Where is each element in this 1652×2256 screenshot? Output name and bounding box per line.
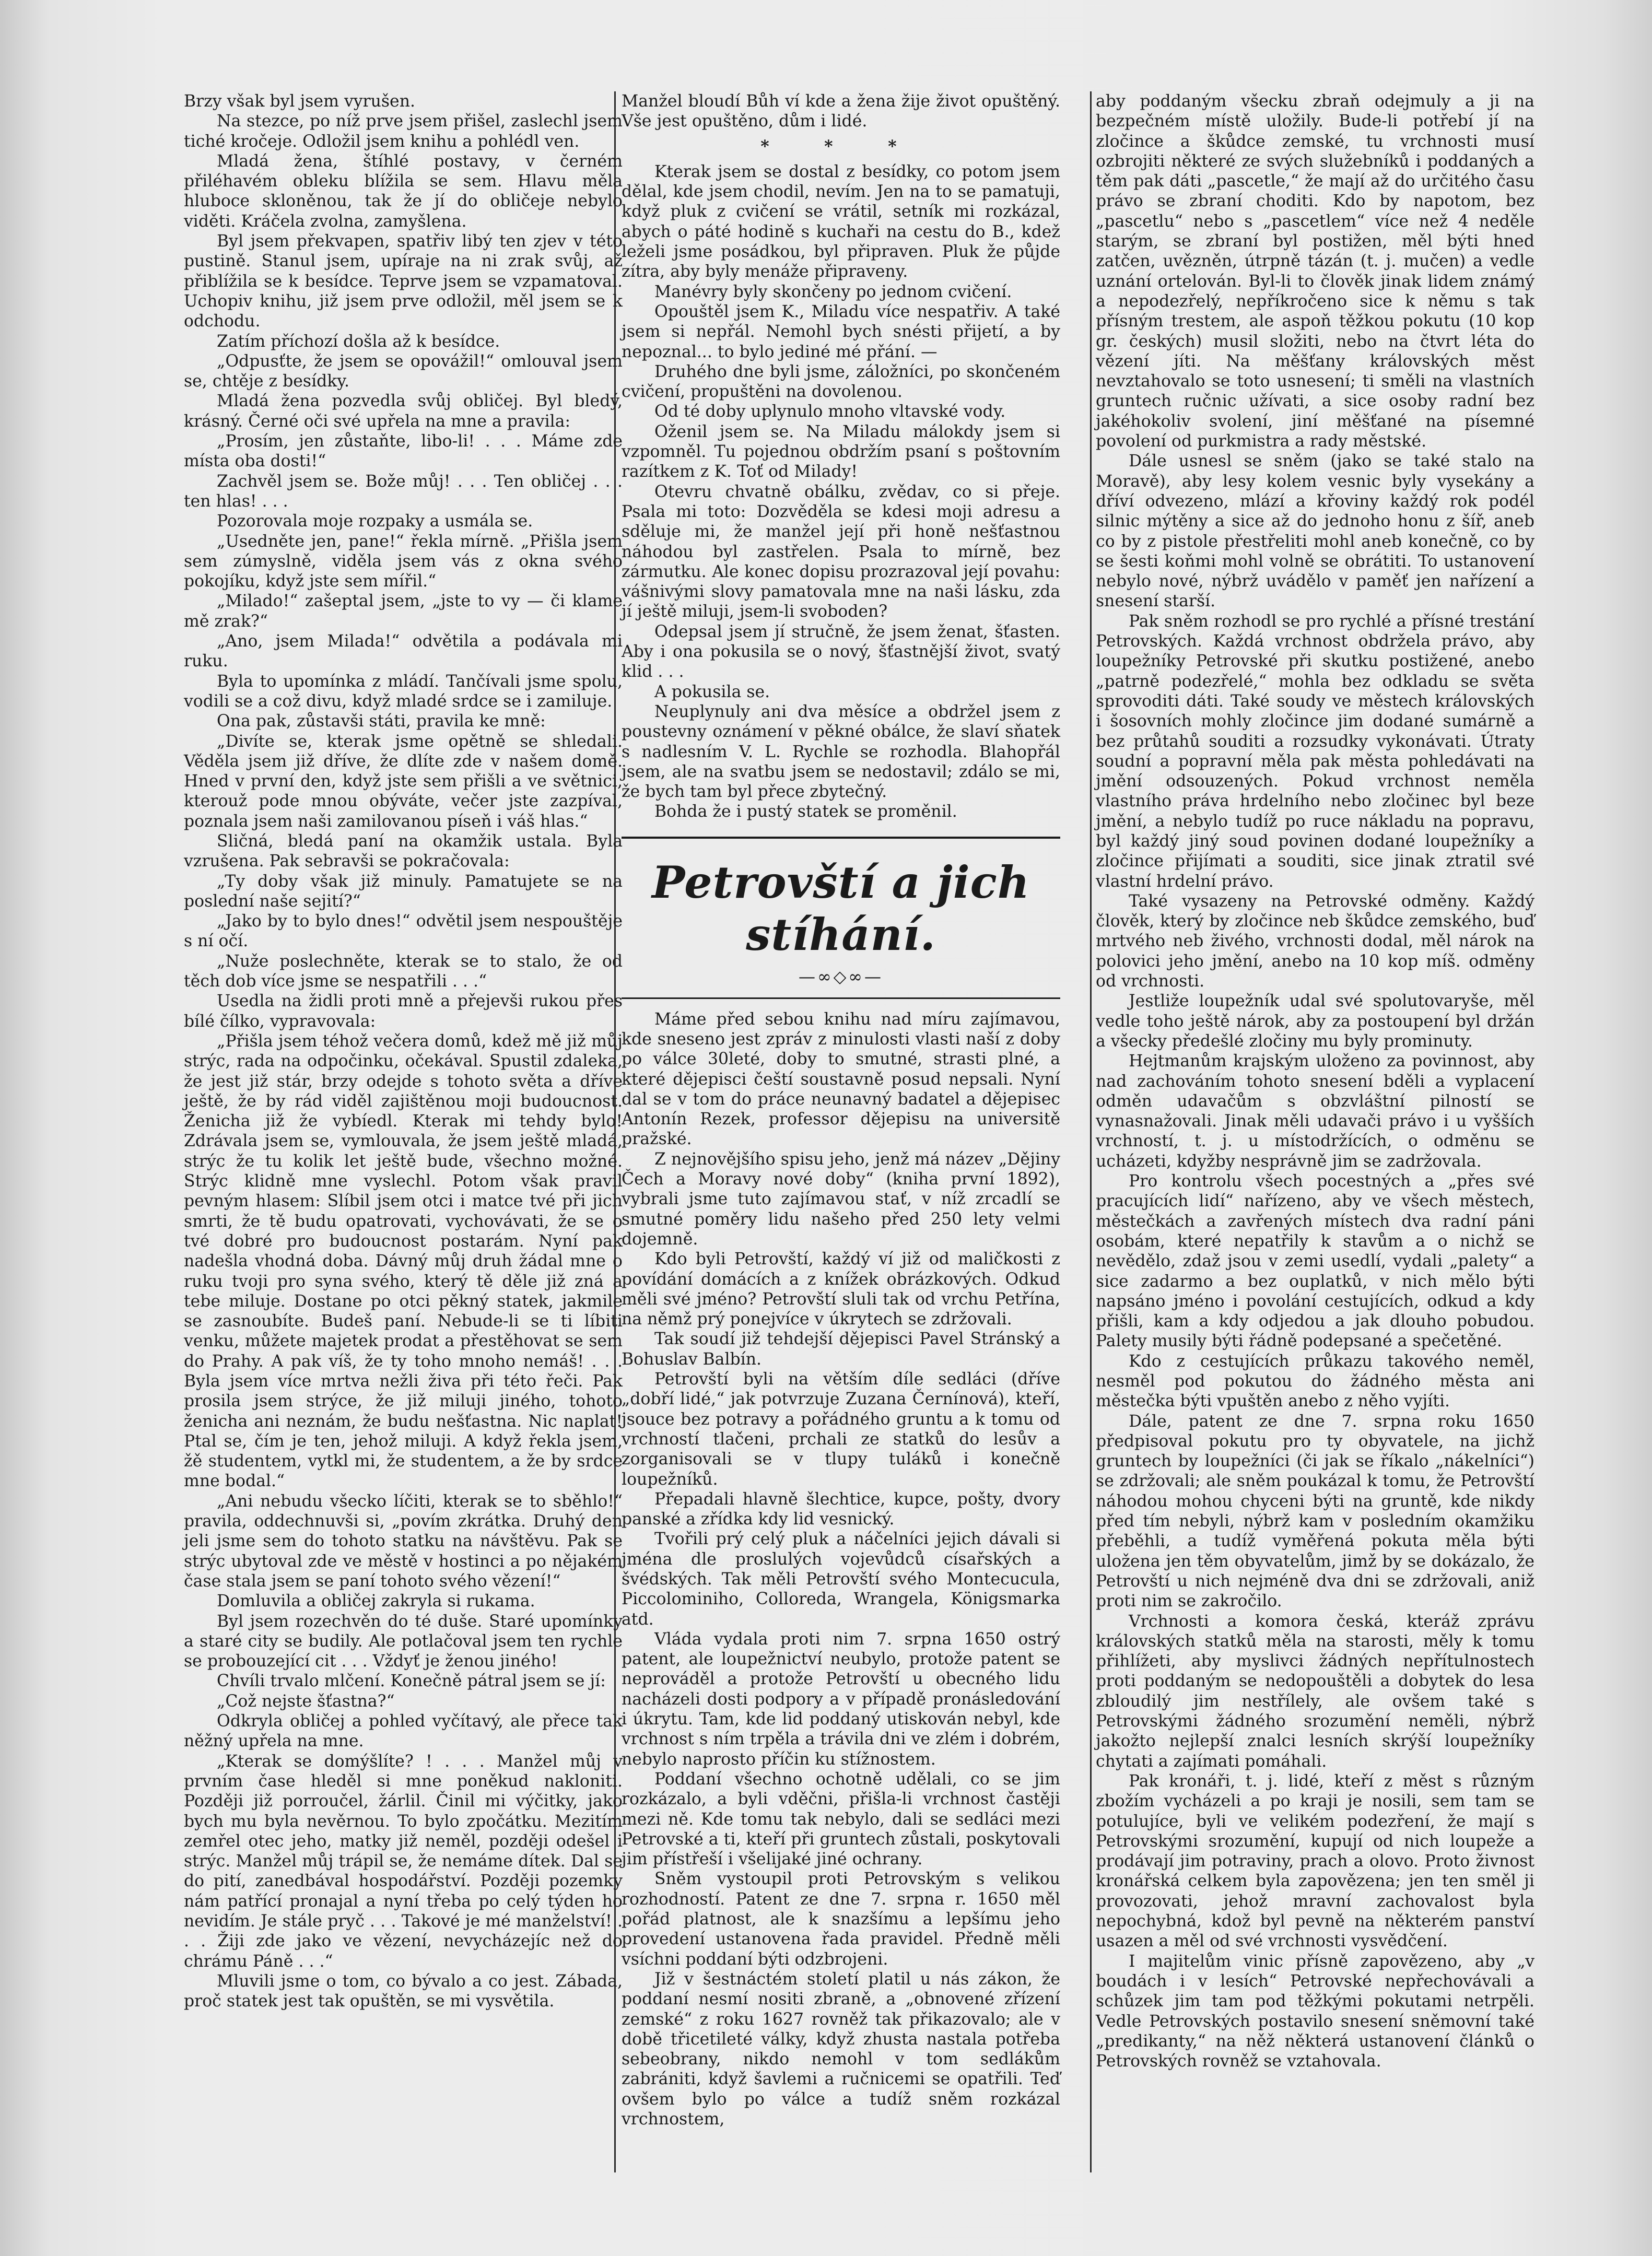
paragraph: Tvořili prý celý pluk a náčelníci jejich dávali si jména dle proslulých vojevůdců císařských a švédských. Tak měli Petrovští svého Montecucula, Piccolominiho, Colloreda, Wrangela, Königsmarka atd. (622, 1530, 1060, 1629)
paragraph: Kterak jsem se dostal z besídky, co potom jsem dělal, kde jsem chodil, nevím. Jen na to se pamatuji, když pluk z cvičení se vrátil, setník mi rozkázal, abych o páté hodině s kuchaři na cestu do B., kdež leželi jsme posádkou, byl připraven. Pluk že půjde zítra, aby byly menáže připraveny. (622, 162, 1060, 281)
paragraph: „Odpusťte, že jsem se opovážil!“ omlouval jsem se, chtěje z besídky. (184, 351, 623, 391)
paragraph: Na stezce, po níž prve jsem přišel, zaslechl jsem tiché kročeje. Odložil jsem knihu a pohlédl ven. (184, 112, 623, 151)
paragraph: „Kterak se domýšlíte? ! . . . Manžel můj v prvním čase hleděl si mne poněkud nakloniti. Později již porroučel, žárlil. Činil mi výčitky, jako bych mu byla nevěrnou. To bylo zpočátku. Mezitím zemřel otec jeho, matky již neměl, později odešel i strýc. Manžel můj trápil se, že nemáme dítek. Dal se do pití, zanedbával hospodářství. Později pozemky nám patřící pronajal a nyní třeba po celý týden ho nevidím. Je stále pryč . . . Takové je mé manželství! . . . Žiji zde jako ve vězení, nevycházejíc než do chrámu Páně . . .“ (184, 1752, 623, 1971)
article-title: Petrovští a jich stíhání. (652, 856, 1030, 960)
paragraph: Dále usnesl se sněm (jako se také stalo na Moravě), aby lesy kolem vesnic byly vysekány a dříví odvezeno, mlází a křoviny každý rok podél silnic mýtěny a sice až do jednoho honu z šíř, aneb co by z pistole přestřeliti mohl aneb konečně, co by se šesti koňmi mohl volně se obrátiti. To ustanovení nebylo nové, nýbrž uvádělo v paměť jen nařízení a snesení starší. (1096, 452, 1534, 611)
paragraph: „Nuže poslechněte, kterak se to stalo, že od těch dob více jsme se nespatřili . . .“ (184, 951, 623, 991)
paragraph: Manžel bloudí Bůh ví kde a žena žije život opuštěný. Vše jest opuštěno, dům i lidé. (622, 92, 1060, 131)
paragraph: Sličná, bledá paní na okamžik ustala. Byla vzrušena. Pak sebravši se pokračovala: (184, 831, 623, 871)
paragraph: Zachvěl jsem se. Bože můj! . . . Ten obličej . . . ten hlas! . . . (184, 472, 623, 511)
paragraph: Tak soudí již tehdejší dějepisci Pavel Stránský a Bohuslav Balbín. (622, 1330, 1060, 1369)
paragraph: Mluvili jsme o tom, co bývalo a co jest. Zábada, proč statek jest tak opuštěn, se mi vysvětila. (184, 1971, 623, 2011)
paragraph: Odepsal jsem jí stručně, že jsem ženat, šťasten. Aby i ona pokusila se o nový, šťastnější život, svatý klid . . . (622, 622, 1060, 682)
paragraph: Byla to upomínka z mládí. Tančívali jsme spolu, vodili se a což divu, když mladé srdce se i zamiluje. (184, 672, 623, 711)
paragraph: A pokusila se. (654, 682, 770, 701)
paragraph: „Ty doby však již minuly. Pamatujete se na poslední naše sejití?“ (184, 872, 623, 911)
paragraph: Kdo z cestujících průkazu takového neměl, nesměl pod pokutou do žádného města ani městečka býti vpuštěn anebo z něho vyjíti. (1096, 1352, 1534, 1411)
paragraph: „Přišla jsem téhož večera domů, kdež mě již můj strýc, rada na odpočinku, očekával. Spustil zdaleka, že jest již stár, brzy odejde s tohoto světa a dříve ještě, že by rád viděl zajištěnou moji budoucnost. Ženicha již že vybíedl. Kterak mi tehdy bylo! Zdrávala jsem se, vymlouvala, že jsem ještě mladá, strýc že tu kolik let ještě bude, všechno možné. Strýc klidně mne vyslechl. Potom však pravil pevným hlasem: Slíbil jsem otci i matce tvé při jich smrti, že tě budu opatrovati, vychovávati, že se o tvé dobré pro budoucnost postarám. Nyní pak nadešla vhodná doba. Dávný můj druh žádal mne o ruku tvoji pro syna svého, který tě děle již zná a tebe miluje. Dostane po otci pěkný statek, jakmile se zasnoubíte. Budeš paní. Nebude-li se ti líbiti venku, můžete majetek prodat a přestěhovat se sem do Prahy. A pak víš, že ty toho mnoho nemáš! . . . Byla jsem více mrtva nežli živa při této řeči. Pak prosila jsem strýce, že již miluji jiného, tohoto ženicha ani neznám, že budu nešťastna. Nic naplat! Ptal se, čím je ten, jehož miluji. A když řekla jsem, žě studentem, vytkl mi, že studentem, a že by srdce mne bodal.“ (184, 1031, 623, 1491)
paragraph: Hejtmanům krajským uloženo za povinnost, aby nad zachováním tohoto snesení bděli a vyplacení odměn udavačům s obzvláštní pilností se vynasnažovali. Jinak měli udavači právo i u vyšších vrchností, t. j. u místodržících, o odměnu se ucházeti, kdyžby nesprávně jim se zadržovala. (1096, 1052, 1534, 1171)
paragraph: Byl jsem překvapen, spatřiv libý ten zjev v této pustině. Stanul jsem, upíraje na ni zrak svůj, až přiblížila se k besídce. Teprve jsem se vzpamatoval. Uchopiv knihu, již jsem prve odložil, měl jsem se k odchodu. (184, 232, 623, 331)
paragraph: Druhého dne byli jsme, záložníci, po skončeném cvičení, propuštěni na dovolenou. (622, 362, 1060, 402)
paragraph: „Prosím, jen zůstaňte, libo-li! . . . Máme zde místa oba dosti!“ (184, 432, 623, 471)
paragraph: Od té doby uplynulo mnoho vltavské vody. (654, 402, 1006, 421)
article-body (622, 1009, 1060, 2130)
column-right (1096, 91, 1534, 2071)
paragraph: Vrchnosti a komora česká, kteráž zprávu královských statků měla na starosti, měly k tomu přihlížeti, aby myslivci žádných nepřítulnostech proti poddaným se nedopouštěli a dobytek do lesa zbloudilý jim nestřílely, ale ovšem také s Petrovskými žádného srozumění neměli, nýbrž jakožto nejlepší znalci lesních skrýší loupežníky chytati a zajímati pomáhali. (1096, 1612, 1534, 1771)
paragraph: Sněm vystoupil proti Petrovským s velikou rozhodností. Patent ze dne 7. srpna r. 1650 měl pořád platnost, ale k snazšímu a lepšímu jeho provedení ustanovena řada pravidel. Předně měli vsíchni poddaní býti odzbrojeni. (622, 1870, 1060, 1969)
paragraph: Jestliže loupežník udal své spolutovaryše, měl vedle toho ještě nárok, aby za postoupení byl držán a všecky předešlé zločiny mu byly prominuty. (1096, 992, 1534, 1051)
paragraph: Poddaní všechno ochotně udělali, co se jim rozkázalo, a byli vděčni, přišla-li vrchnost častěji mezi ně. Kde tomu tak nebylo, dali se sedláci mezi Petrovské a ti, kteří při gruntech zůstali, poskytovali jim přístřeší i všelijaké jiné ochrany. (622, 1769, 1060, 1869)
column-rule (1090, 91, 1092, 2172)
paragraph: Pozorovala moje rozpaky a usmála se. (217, 512, 533, 531)
paragraph: Odkryla obličej a pohled vyčítavý, ale přece tak něžný upřela na mne. (184, 1712, 623, 1751)
section-separator: * * * (760, 136, 921, 156)
paragraph: Ona pak, zůstavši státi, pravila ke mně: (217, 712, 546, 731)
paragraph: Dále, patent ze dne 7. srpna roku 1650 předpisoval pokutu pro ty obyvatele, na jichž gruntech by loupežníci (či jak se říkalo „nákelníci“) se zdržovali; ale sněm poukázal k tomu, že Petrovští náhodou mohou chyceni býti na gruntě, kde nikdy před tím nebyli, nýbrž kam v posledním okamžiku přeběhli, a tudíž vyměřená pokuta měla býti uložena jen těm obyvatelům, jimž by se dokázalo, že Petrovští u nich nejméně dva dni se zdržovali, aniž proti nim se zakročilo. (1096, 1412, 1534, 1611)
paragraph: Máme před sebou knihu nad míru zajímavou, kde sneseno jest zpráv z minulosti vlasti naší z doby po válce 30leté, doby to smutné, strasti plné, a které dějepisci čeští soustavně posud nepsali. Nyní dal se v tom do práce neunavný badatel a dějepisec Antonín Rezek, professor dějepisu na universitě pražské. (622, 1009, 1060, 1149)
paragraph: Oženil jsem se. Na Miladu málokdy jsem si vzpomněl. Tu pojednou obdržím psaní s poštovním razítkem z K. Toť od Milady! (622, 422, 1060, 481)
paragraph: „Divíte se, kterak jsme opětně se shledali. Věděla jsem již dříve, že dlíte zde v našem domě. Hned v první den, když jste sem přišli a ve světnici, kterouž pode mnou obýváte, večer jste zazpíval, poznala jsem naši zamilovanou píseň i váš hlas.“ (184, 732, 623, 831)
paragraph: Přepadali hlavně šlechtice, kupce, pošty, dvory panské a zřídka kdy lid vesnický. (622, 1489, 1060, 1529)
paragraph: „Což nejste šťastna?“ (217, 1691, 395, 1711)
paragraph: Neuplynuly ani dva měsíce a obdržel jsem z poustevny oznámení v pěkné obálce, že slaví sňatek s nadlesním V. L. Rychle se rozhodla. Blahopřál jsem, ale na svatbu jsem se nedostavil; zdálo se mi, že bych tam byl přece zbytečný. (622, 702, 1060, 802)
article-header (622, 837, 1060, 999)
paragraph: Pro kontrolu všech pocestných a „přes své pracujících lidí“ nařízeno, aby ve všech městech, městečkách a zavřených místech dva radní páni osobám, které nepatřily k stavům a o nichž se nevědělo, zdaž jsou v zemi usedlí, vydali „palety“ a sice zadarmo a bez ouplatků, v nich mělo býti napsáno jméno i povolání cestujících, odkud a kdy přišli, kam a kdy odjedou a jak dlouho pobudou. Palety musily býti řádně podepsané a spečetěné. (1096, 1172, 1534, 1351)
paragraph: Usedla na židli proti mně a přejevši rukou přes bílé čílko, vypravovala: (184, 992, 623, 1031)
paragraph: Manévry byly skončeny po jednom cvičení. (654, 282, 1012, 301)
paragraph: Mladá žena pozvedla svůj obličej. Byl bledý, krásný. Černé oči své upřela na mne a pravila: (184, 392, 623, 431)
paragraph: Brzy však byl jsem vyrušen. (184, 92, 415, 111)
paragraph: Domluvila a obličej zakryla si rukama. (217, 1592, 535, 1611)
paragraph: Z nejnovějšího spisu jeho, jenž má název „Dějiny Čech a Moravy nové doby“ (kniha první 1892), vybrali jsme tuto zajímavou stať, v níž zrcadlí se smutné poměry lidu našeho před 250 lety velmi dojemně. (622, 1149, 1060, 1249)
paragraph: Také vysazeny na Petrovské odměny. Každý člověk, který by zločince neb škůdce zemského, buď mrtvého neb živého, vrchnosti dodal, měl nárok na polovici jeho jmění, anebo na 10 kop míš. odměny od vrchnosti. (1096, 891, 1534, 991)
paragraph: „Usedněte jen, pane!“ řekla mírně. „Přišla jsem sem zúmyslně, viděla jsem vás z okna svého pokojíku, když jste sem mířil.“ (184, 532, 623, 591)
story-ending (622, 91, 1060, 132)
paragraph: Chvíli trvalo mlčení. Konečně pátral jsem se jí: (217, 1672, 606, 1691)
paragraph: „Milado!“ zašeptal jsem, „jste to vy — či klame mě zrak?“ (184, 592, 623, 631)
story-continuation (622, 162, 1060, 822)
paragraph: Opouštěl jsem K., Miladu více nespatřiv. A také jsem si nepřál. Nemohl bych snésti přijetí, a by nepoznal... to bylo jediné mé přání. — (622, 302, 1060, 361)
paragraph: Vláda vydala proti nim 7. srpna 1650 ostrý patent, ale loupežnictví neubylo, protože patent se neprováděl a protože Petrovští u obecného lidu nacházeli dosti podpory a v případě pronásledování i úkrytu. Tam, kde lid poddaný utiskován nebyl, kde vrchnost s ním trpěla a trávila dni ve zlém i dobrém, nebylo naprosto příčin ku stížnostem. (622, 1629, 1060, 1769)
column-middle (622, 91, 1060, 2129)
paragraph: Pak kronáři, t. j. lidé, kteří z měst s různým zbožím vycházeli a po kraji je nosili, sem tam se potulujíce, byli ve velikém podezření, že mají s Petrovskými srozumění, kupují od nich loupeže a prodávají jim potraviny, prach a olovo. Proto živnost kronářská celkem byla zapovězena; jen ten směl ji provozovati, jehož mravní zachovalost byla nepochybná, kdož byl pevně na některém panství usazen a měl od své vrchnosti vysvědčení. (1096, 1771, 1534, 1951)
paragraph: „Jako by to bylo dnes!“ odvětil jsem nespouštěje s ní očí. (184, 912, 623, 951)
title-ornament: —∞◇∞— (799, 966, 883, 986)
paragraph: „Ani nebudu všecko líčiti, kterak se to sběhlo!“ pravila, oddechnuvši si, „povím zkrátka. Druhý den jeli jsme sem do tohoto statku na návštěvu. Pak se strýc ubytoval zde ve městě v hostinci a po nějakém čase stala jsem se paní tohoto svého vězení!“ (184, 1491, 623, 1591)
paragraph: Bohda že i pustý statek se proměnil. (654, 802, 957, 821)
paragraph: Byl jsem rozechvěn do té duše. Staré upomínky a staré city se budily. Ale potlačoval jsem ten rychle se probouzející cit . . . Vždyť je ženou jiného! (184, 1612, 623, 1671)
paragraph: Pak sněm rozhodl se pro rychlé a přísné trestání Petrovských. Každá vrchnost obdržela právo, aby loupežníky Petrovské při skutku postižené, anebo „patrně podezřelé,“ mohla bez odkladu se světa sprovoditi dáti. Také soudy ve městech královských i šosovních mohly zločince jim dodané sumárně a bez průtahů souditi a rozsudky vykonávati. Útraty soudní a popravní měla pak města pohledávati na jmění odsouzených. Pokud vrchnost neměla vlastního práva hrdelního nebo zločinec byl beze jmění, a nebylo tudíž po ruce nákladu na popravu, byl každý jiný soud povinen dodané loupežníky a zločince přijímati a souditi, sice jinak ztratil své vlastní hrdelní právo. (1096, 612, 1534, 891)
paragraph: I majitelům vinic přísně zapovězeno, aby „v boudách i v lesích“ Petrovské nepřechovávali a schůzek jim tam pod těžkými pokutami netrpěli. Vedle Petrovských postavilo snesení sněmovní také „predikanty,“ na něž některá ustanovení článků o Petrovských rovněž se vztahovala. (1096, 1952, 1534, 2071)
paragraph: „Ano, jsem Milada!“ odvětila a podávala mi ruku. (184, 632, 623, 671)
paragraph: Již v šestnáctém století platil u nás zákon, že poddaní nesmí nositi zbraně, a „obnovené zřízení zemské“ z roku 1627 rovněž tak přikazovalo; ale v době třicetileté války, když zhusta nastala potřeba sebeobrany, nikdo nemohl v tom sedlákům zabrániti, když šavlemi a ručnicemi se opatřili. Teď ovšem bylo po válce a tudíž sněm rozkázal vrchnostem, (622, 1969, 1060, 2129)
paragraph: Petrovští byli na větším díle sedláci (dříve „dobří lidé,“ jak potvrzuje Zuzana Černínová), kteří, jsouce bez potravy a pořádného gruntu a k tomu od vrchností tlačeni, prchali ze statků do lesův a zorganisovali se v tlupy tuláků i konečně loupežníků. (622, 1370, 1060, 1489)
paragraph: Zatím příchozí došla až k besídce. (217, 332, 500, 351)
column-left (184, 91, 623, 2012)
paragraph: Otevru chvatně obálku, zvědav, co si přeje. Psala mi toto: Dozvěděla se kdesi moji adresu a sděluje mi, že manžel její při honě nešťastnou náhodou byl zastřelen. Psala to mírně, bez zármutku. Ale konec dopisu prozrazoval její povahu: vášnivými slovy pamatovala mne na naši lásku, zda jí ještě miluji, jsem-li svoboden? (622, 482, 1060, 621)
paragraph: Mladá žena, štíhlé postavy, v černém přiléhavém obleku blížila se sem. Hlavu měla hluboce skloněnou, tak že jí do obličeje nebylo viděti. Kráčela zvolna, zamyšlena. (184, 151, 623, 231)
paragraph: aby poddaným všecku zbraň odejmuly a ji na bezpečném místě uložily. Bude-li potřebí jí na zločince a škůdce zemské, tu vrchnosti musí ozbrojiti některé ze svých služebníků i poddaných a těm pak dáti „pascetle,“ že mají až do určitého času právo se zbraní choditi. Kdo by napotom, bez „pascetlu“ nebo s „pascetlem“ více než 4 neděle starým, se zbraní byl postižen, měl býti hned zatčen, uvězněn, útrpně tázán (t. j. mučen) a vedle uznání ortelován. Byl-li to člověk jinak lidem známý a nepodezřelý, nepříkročeno sice k němu s tak přísným trestem, ale aspoň těžkou pokutu (10 kop gr. českých) musil složiti, nebo na čtvrt léta do vězení jíti. Na měšťany královských měst nevztahovalo se toto usnesení; ti směli na vlastních gruntech ručnic užívati, a sice osoby radní bez jakéhokoliv svolení, jiní měšťané na písemné povolení od purkmistra a rady městské. (1096, 92, 1534, 451)
paragraph: Kdo byli Petrovští, každý ví již od maličkosti z povídání domácích a z knížek obrázkových. Odkud měli své jméno? Petrovští sluli tak od vrchu Petřína, na němž prý ponejvíce v úkrytech se zdržovali. (622, 1250, 1060, 1329)
